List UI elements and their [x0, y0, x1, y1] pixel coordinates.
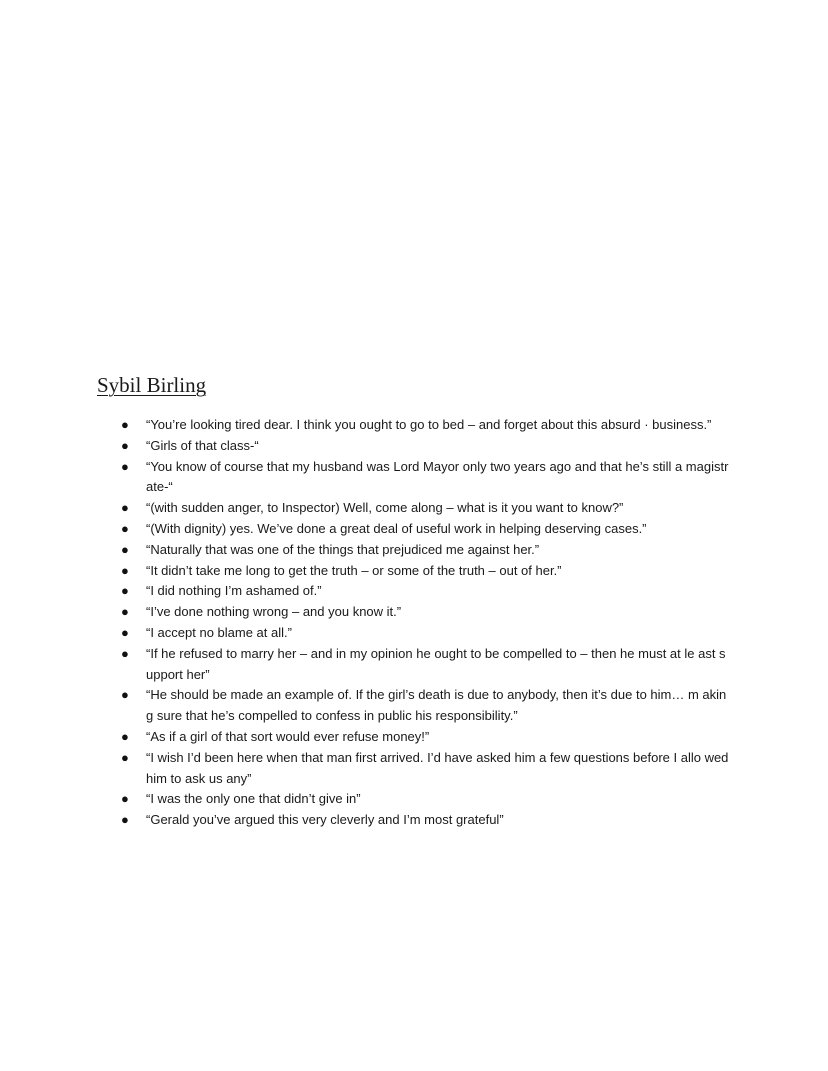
quote-list-item	[0, 436, 828, 457]
quote-list-item	[0, 498, 828, 519]
quote-list-item	[0, 519, 828, 540]
bullet-icon: ●	[121, 624, 129, 640]
bullet-icon: ●	[121, 583, 129, 599]
bullet-icon: ●	[121, 417, 129, 432]
bullet-icon: ●	[121, 812, 129, 828]
quote-text: “Naturally that was one of the things that prejudiced me against her.”	[146, 541, 540, 557]
quote-list-item	[0, 561, 828, 582]
quote-text: “It didn’t take me long to get the truth – or some of the truth – out of her.”	[146, 562, 562, 578]
quote-text: “I’ve done nothing wrong – and you know it.”	[146, 604, 402, 620]
bullet-icon: ●	[121, 520, 129, 536]
bullet-icon: ●	[121, 728, 129, 744]
quote-text: “As if a girl of that sort would ever refuse money!”	[146, 728, 430, 744]
quote-text: “Gerald you’ve argued this very cleverly and I’m most grateful”	[146, 812, 504, 828]
bullet-icon: ●	[121, 437, 129, 453]
quote-list	[0, 415, 828, 831]
quote-list-item	[0, 810, 828, 831]
quote-text: “(With dignity) yes. We’ve done a great deal of useful work in helping deserving cases.”	[146, 520, 647, 536]
quote-text: “I accept no blame at all.”	[146, 624, 292, 640]
quote-list-item	[0, 415, 828, 436]
quote-list-item	[0, 644, 828, 686]
quote-text: “I wish I’d been here when that man first arrived. I’d have asked him a few questions before I allo wed him to ask us any”	[146, 749, 729, 786]
bullet-icon: ●	[121, 749, 129, 765]
bullet-icon: ●	[121, 500, 129, 516]
quote-text: “If he refused to marry her – and in my opinion he ought to be compelled to – then he must at le ast support her”	[146, 645, 726, 682]
quote-list-item	[0, 748, 828, 790]
bullet-icon: ●	[121, 458, 129, 474]
quote-text: “He should be made an example of. If the girl’s death is due to anybody, then it’s due to him… m aking sure that he’s compelled to confess in public his responsibility.”	[146, 687, 727, 724]
quote-list-item	[0, 602, 828, 623]
quote-text: “Girls of that class-“	[146, 437, 259, 453]
quote-list-item	[0, 727, 828, 748]
bullet-icon: ●	[121, 687, 129, 703]
bullet-icon: ●	[121, 604, 129, 620]
section-heading: Sybil Birling	[97, 373, 207, 397]
quote-list-item	[0, 685, 828, 727]
quote-text: “I was the only one that didn’t give in”	[146, 791, 361, 807]
quote-list-item	[0, 581, 828, 602]
bullet-icon: ●	[121, 791, 129, 807]
quote-text: “You know of course that my husband was Lord Mayor only two years ago and that he’s still a magistrate-“	[146, 458, 729, 495]
quote-list-item	[0, 540, 828, 561]
quote-text: “(with sudden anger, to Inspector) Well, come along – what is it you want to know?”	[146, 500, 624, 516]
bullet-icon: ●	[121, 645, 129, 661]
quote-list-item	[0, 457, 828, 499]
quote-text: “You’re looking tired dear. I think you ought to go to bed – and forget about this absurd · business.”	[146, 417, 712, 432]
bullet-icon: ●	[121, 562, 129, 578]
quote-list-item	[0, 789, 828, 810]
quote-list-item	[0, 623, 828, 644]
quote-text: “I did nothing I’m ashamed of.”	[146, 583, 322, 599]
bullet-icon: ●	[121, 541, 129, 557]
